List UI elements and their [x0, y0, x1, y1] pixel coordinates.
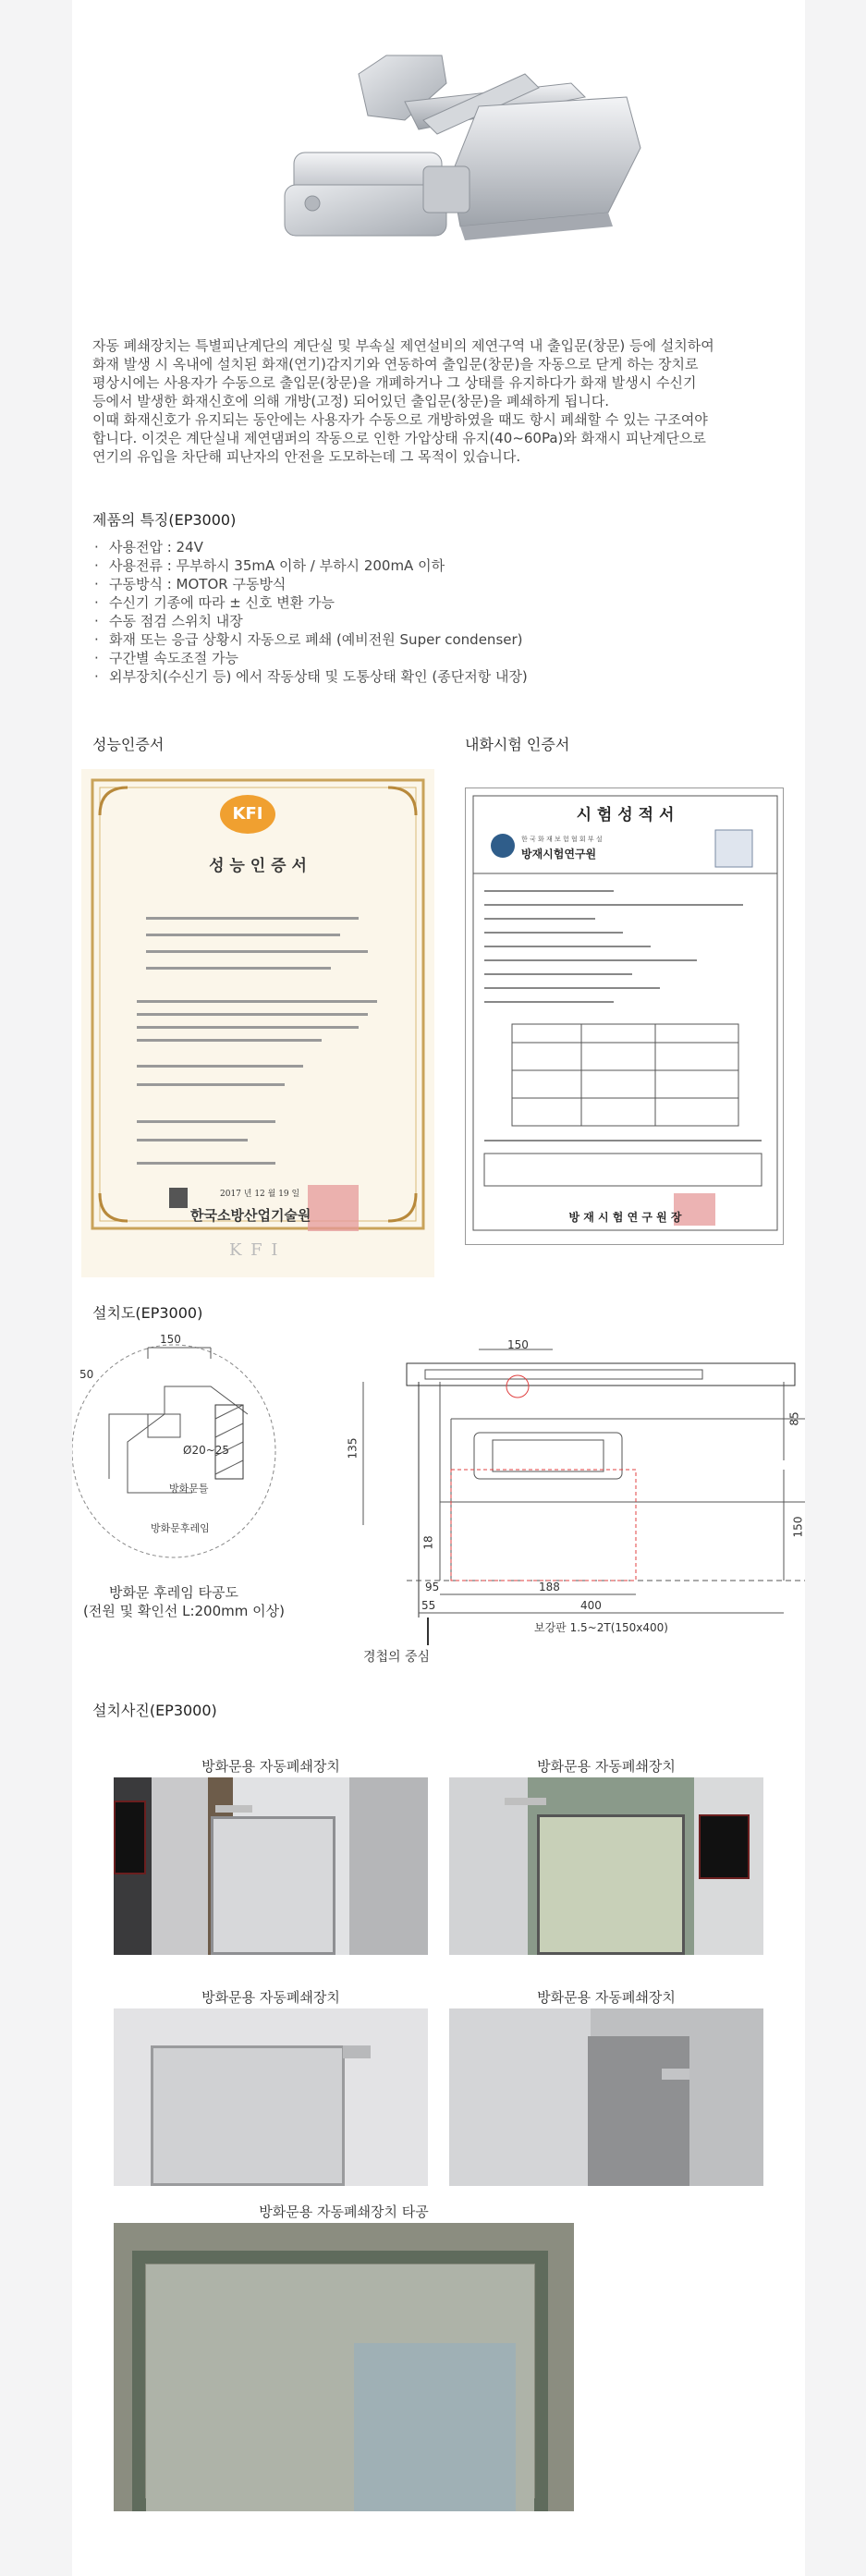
cert2-footer-org: 방 재 시 험 연 구 원 장 — [568, 1211, 682, 1224]
door — [151, 2045, 345, 2186]
kfi-badge: KFI — [220, 795, 275, 834]
hinge-center-label: 경첩의 중심 — [363, 1650, 431, 1665]
closer-device — [343, 2045, 371, 2058]
performance-certificate-image — [81, 769, 434, 1277]
door-closer-product-image — [220, 18, 664, 324]
intro-line: 화재 발생 시 옥내에 설치된 화재(연기)감지기와 연동하여 출입문(창문)을 자동으로 닫게 하는 장치로 — [92, 356, 699, 372]
feature-item: · 구간별 속도조절 가능 — [92, 649, 528, 667]
intro-line: 이때 화재신호가 유지되는 동안에는 사용자가 수동으로 개방하였을 때도 항시 폐쇄할 수 있는 구조여야 — [92, 411, 708, 428]
door — [211, 1816, 335, 1955]
door-frame-reinforce-label: 방화문후레임 — [151, 1522, 210, 1534]
install-photo-4 — [449, 2008, 763, 2186]
features-title: 제품의 특징(EP3000) — [92, 511, 237, 529]
product-detail-page — [72, 0, 805, 2576]
install-photo-1 — [114, 1777, 428, 1955]
dim-85: 85 — [787, 1411, 801, 1426]
fire-test-cert-title: 내화시험 인증서 — [465, 736, 570, 753]
intro-line: 자동 폐쇄장치는 특별피난계단의 계단실 및 부속실 제연설비의 제연구역 내 출입문(창문) 등에 설치하여 — [92, 337, 714, 354]
intro-line: 평상시에는 사용자가 수동으로 출입문(창문)을 개폐하거나 그 상태를 유지하다가 화재 발생시 수신기 — [92, 374, 697, 391]
feature-item: · 사용전류 : 무부하시 35mA 이하 / 부하시 200mA 이하 — [92, 556, 528, 575]
dim-18: 18 — [421, 1535, 435, 1550]
intro-line: 합니다. 이것은 계단실내 제연댐퍼의 작동으로 인한 가압상태 유지(40~60Pa)와 화재시 피난계단으로 — [92, 430, 706, 446]
feature-item: · 외부장치(수신기 등) 에서 작동상태 및 도통상태 확인 (종단저항 내장) — [92, 667, 528, 686]
cert2-heading: 시 험 성 적 서 — [576, 806, 675, 824]
feature-item: · 수동 점검 스위치 내장 — [92, 612, 528, 630]
dim-135: 135 — [346, 1437, 360, 1459]
feature-item: · 화재 또는 응급 상황시 자동으로 폐쇄 (예비전원 Super condenser) — [92, 630, 528, 649]
dim-150-right: 150 — [791, 1516, 805, 1538]
photo-caption: 방화문용 자동폐쇄장치 — [201, 1758, 340, 1775]
cert2-org-full: 한 국 화 재 보 험 협 회 부 설 — [521, 836, 603, 843]
dim-95: 95 — [425, 1581, 440, 1593]
dim-left: 50 — [79, 1368, 94, 1381]
install-photos-title: 설치사진(EP3000) — [92, 1702, 217, 1719]
dim-188: 188 — [539, 1581, 560, 1593]
intro-description — [92, 336, 795, 466]
feature-item: · 구동방식 : MOTOR 구동방식 — [92, 575, 528, 593]
sign-panel — [114, 1801, 146, 1874]
closer-device — [505, 1798, 546, 1805]
intro-line: 연기의 유입을 차단해 피난자의 안전을 도모하는데 그 목적이 있습니다. — [92, 448, 521, 465]
install-photo-5 — [114, 2223, 574, 2511]
install-diagram — [72, 1331, 805, 1673]
install-diagram-title: 설치도(EP3000) — [92, 1304, 203, 1322]
technical-drawing — [72, 1331, 805, 1673]
dim-400: 400 — [580, 1599, 602, 1612]
sign-panel — [699, 1814, 750, 1879]
intro-line: 등에서 발생한 화재신호에 의해 개방(고정) 되어있던 출입문(창문)을 폐쇄하게 됩니다. — [92, 393, 609, 409]
door-leaf — [354, 2343, 516, 2511]
bracket-label: 보강판 1.5~2T(150x400) — [534, 1621, 668, 1634]
hole-note-2: (전원 및 확인선 L:200mm 이상) — [83, 1603, 285, 1619]
door-frame-label: 방화문틀 — [169, 1483, 209, 1495]
stairwell — [588, 2036, 689, 2186]
dim-150-top: 150 — [507, 1338, 529, 1351]
photo-caption: 방화문용 자동폐쇄장치 — [201, 1989, 340, 2006]
cert2-org: 방재시험연구원 — [521, 848, 597, 861]
glass-door — [537, 1814, 685, 1955]
performance-cert-title: 성능인증서 — [92, 736, 165, 753]
closer-device — [215, 1805, 252, 1813]
install-photo-2 — [449, 1777, 763, 1955]
photo-caption: 방화문용 자동폐쇄장치 — [537, 1758, 676, 1775]
features-list — [92, 538, 528, 686]
photo-caption: 방화문용 자동폐쇄장치 — [537, 1989, 676, 2006]
test-report-body — [466, 788, 784, 1245]
certificate-frame — [81, 769, 434, 1277]
closer-device — [662, 2069, 689, 2080]
cert1-issuer: 한국소방산업기술원 — [190, 1207, 311, 1224]
dim-150-left: 150 — [160, 1333, 181, 1346]
dim-55: 55 — [421, 1599, 436, 1612]
cert1-heading: 성 능 인 증 서 — [209, 857, 307, 875]
fire-test-certificate-image — [465, 787, 784, 1245]
cert1-watermark: K F I — [229, 1240, 280, 1260]
feature-item: · 수신기 기종에 따라 ± 신호 변환 가능 — [92, 593, 528, 612]
hole-note-1: 방화문 후레임 타공도 — [109, 1584, 238, 1601]
cert1-date: 2017 년 12 월 19 일 — [220, 1190, 300, 1199]
photo-caption: 방화문용 자동폐쇄장치 타공 — [259, 2204, 429, 2220]
install-photo-3 — [114, 2008, 428, 2186]
hole-diameter: Ø20~25 — [183, 1444, 230, 1457]
feature-item: · 사용전압 : 24V — [92, 538, 528, 556]
